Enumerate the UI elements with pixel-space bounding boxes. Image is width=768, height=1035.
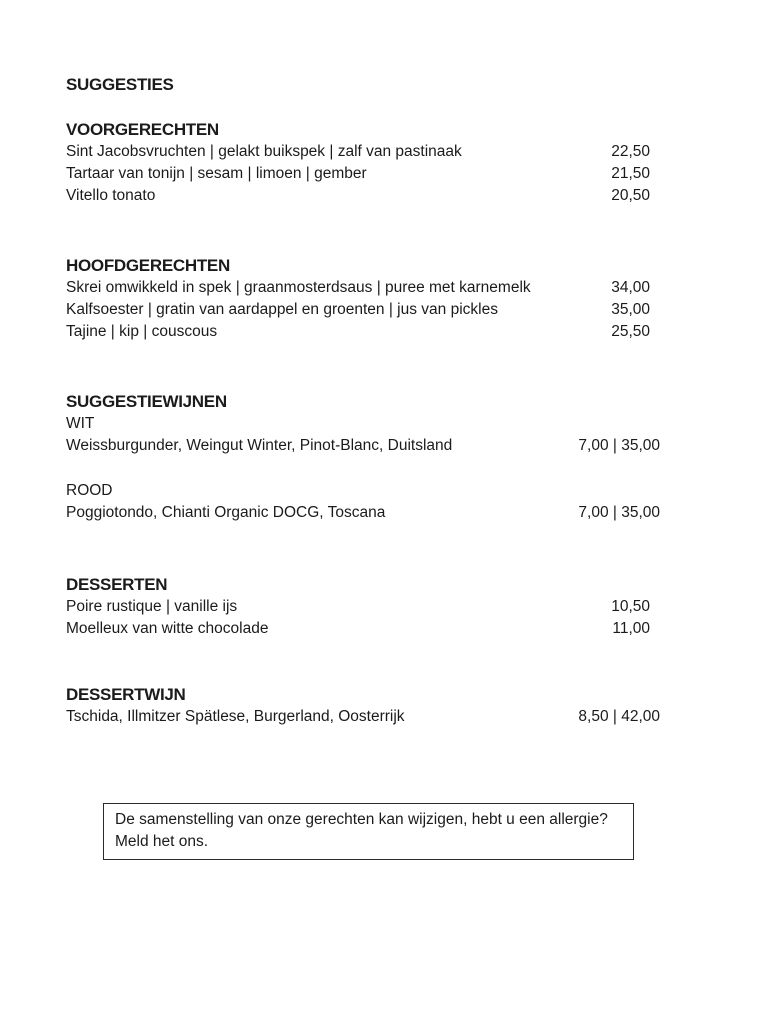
item-name: Tajine | kip | couscous — [66, 323, 218, 340]
allergy-note-box — [103, 803, 634, 860]
item-price: 8,50 | 42,00 — [578, 708, 660, 725]
section-dessertwijn — [66, 684, 660, 728]
item-name: Sint Jacobsvruchten | gelakt buikspek | zalf van pastinaak — [66, 143, 462, 160]
menu-item-row — [66, 706, 660, 728]
section-desserten — [66, 574, 660, 640]
wine-group-wit — [66, 413, 660, 457]
allergy-note-line: De samenstelling van onze gerechten kan wijzigen, hebt u een allergie? — [115, 811, 608, 828]
menu-item-row — [66, 502, 660, 524]
item-price: 35,00 — [611, 301, 650, 318]
menu-title: SUGGESTIES — [66, 75, 174, 94]
item-price: 7,00 | 35,00 — [578, 504, 660, 521]
item-name: Moelleux van witte chocolade — [66, 620, 269, 637]
menu-item-row — [66, 618, 660, 640]
item-price: 7,00 | 35,00 — [578, 437, 660, 454]
item-price: 20,50 — [611, 187, 650, 204]
section-heading: HOOFDGERECHTEN — [66, 256, 230, 275]
section-heading: SUGGESTIEWIJNEN — [66, 392, 227, 411]
item-name: Tschida, Illmitzer Spätlese, Burgerland, Oosterrijk — [66, 708, 405, 725]
section-voorgerechten — [66, 119, 660, 207]
allergy-note-line: Meld het ons. — [115, 833, 209, 850]
item-price: 10,50 — [611, 598, 650, 615]
wine-color-label: ROOD — [66, 482, 113, 499]
item-name: Kalfsoester | gratin van aardappel en groenten | jus van pickles — [66, 301, 498, 318]
item-name: Tartaar van tonijn | sesam | limoen | gember — [66, 165, 367, 182]
item-name: Poire rustique | vanille ijs — [66, 598, 238, 615]
menu-item-row — [66, 141, 660, 163]
wine-group-rood — [66, 480, 660, 524]
menu-item-row — [66, 185, 660, 207]
item-price: 22,50 — [611, 143, 650, 160]
menu-item-row — [66, 596, 660, 618]
item-name: Vitello tonato — [66, 187, 156, 204]
menu-content — [66, 0, 660, 860]
item-price: 11,00 — [612, 620, 650, 637]
item-price: 25,50 — [611, 323, 650, 340]
menu-item-row — [66, 435, 660, 457]
wine-color-label: WIT — [66, 415, 95, 432]
menu-item-row — [66, 277, 660, 299]
item-name: Poggiotondo, Chianti Organic DOCG, Toscana — [66, 504, 386, 521]
item-price: 21,50 — [611, 165, 650, 182]
item-price: 34,00 — [611, 279, 650, 296]
menu-item-row — [66, 299, 660, 321]
section-suggestiewijnen — [66, 391, 660, 524]
menu-item-row — [66, 321, 660, 343]
menu-item-row — [66, 163, 660, 185]
item-name: Weissburgunder, Weingut Winter, Pinot-Blanc, Duitsland — [66, 437, 453, 454]
item-name: Skrei omwikkeld in spek | graanmosterdsaus | puree met karnemelk — [66, 279, 531, 296]
section-hoofdgerechten — [66, 255, 660, 343]
section-heading: VOORGERECHTEN — [66, 120, 219, 139]
section-heading: DESSERTWIJN — [66, 685, 186, 704]
section-heading: DESSERTEN — [66, 575, 168, 594]
